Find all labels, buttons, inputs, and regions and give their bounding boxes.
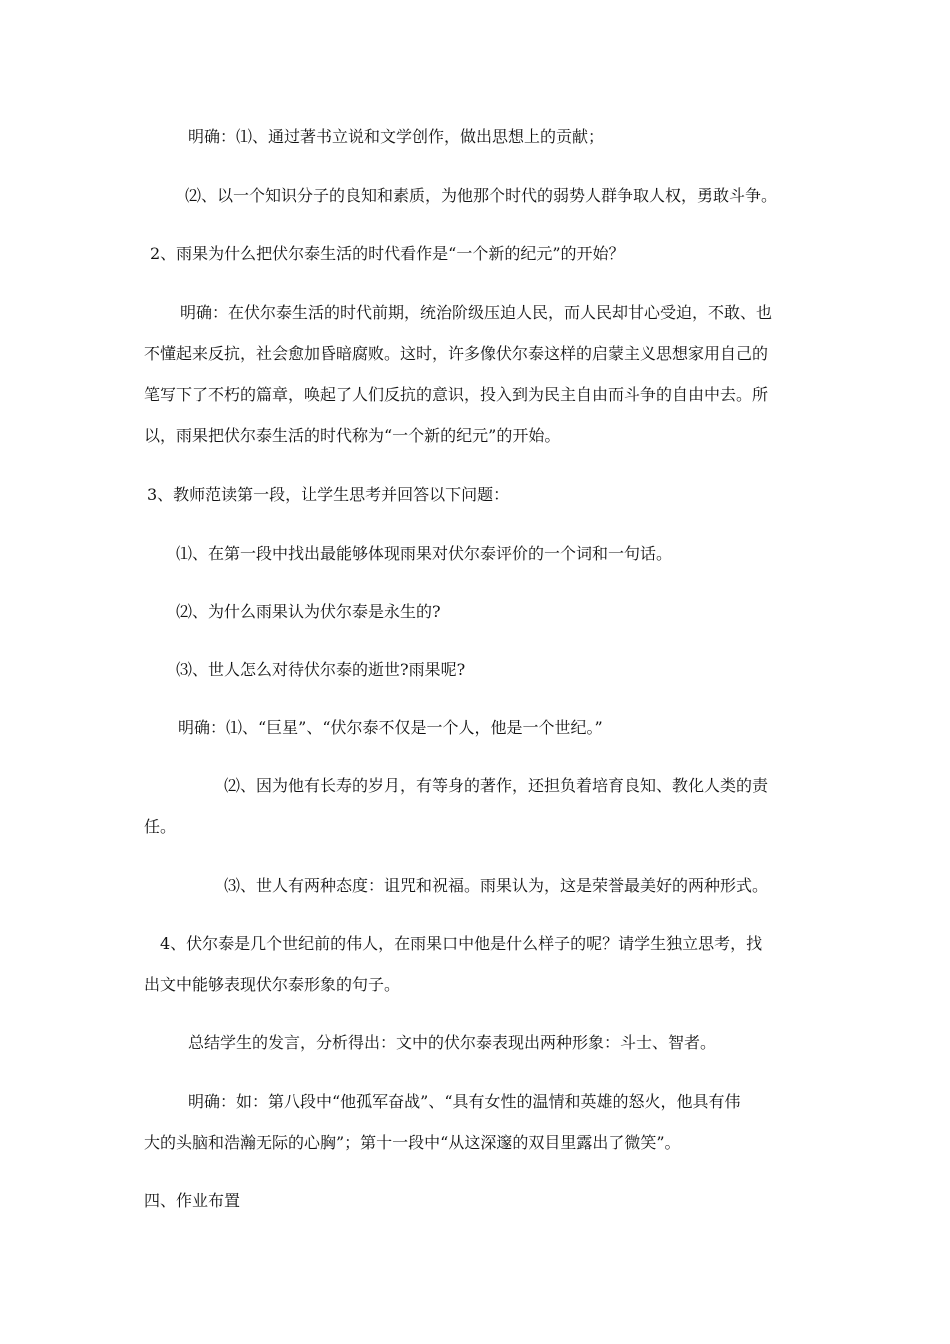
answer-1-point-2: ⑵、以一个知识分子的良知和素质，为他那个时代的弱势人群争取人权，勇敢斗争。 (185, 186, 778, 205)
summary-4: 总结学生的发言，分析得出：文中的伏尔泰表现出两种形象：斗士、智者。 (188, 1033, 717, 1052)
answer-2-line-3: 笔写下了不朽的篇章，唤起了人们反抗的意识，投入到为民主自由而斗争的自由中去。所 (144, 385, 769, 404)
answer-3-point-1: 明确：⑴、“巨星”、“伏尔泰不仅是一个人，他是一个世纪。” (178, 718, 603, 737)
section-heading-4: 四、作业布置 (144, 1191, 241, 1210)
question-3: 3、教师范读第一段，让学生思考并回答以下问题： (147, 485, 510, 504)
answer-3-point-2-line-2: 任。 (144, 817, 177, 836)
question-3-sub-1: ⑴、在第一段中找出最能够体现雨果对伏尔泰评价的一个词和一句话。 (176, 544, 673, 563)
answer-2-line-2: 不懂起来反抗，社会愈加昏暗腐败。这时，许多像伏尔泰这样的启蒙主义思想家用自己的 (144, 344, 769, 363)
question-4-line-2: 出文中能够表现伏尔泰形象的句子。 (144, 975, 401, 994)
answer-2-line-1: 明确：在伏尔泰生活的时代前期，统治阶级压迫人民，而人民却甘心受迫，不敢、也 (180, 303, 773, 322)
answer-4-line-1: 明确：如：第八段中“他孤军奋战”、“具有女性的温情和英雄的怒火，他具有伟 (188, 1092, 741, 1111)
answer-3-point-3: ⑶、世人有两种态度：诅咒和祝福。雨果认为，这是荣誉最美好的两种形式。 (224, 876, 769, 895)
question-2: 2、雨果为什么把伏尔泰生活的时代看作是“一个新的纪元”的开始？ (150, 244, 625, 263)
answer-1-point-1: 明确：⑴、通过著书立说和文学创作，做出思想上的贡献； (188, 127, 605, 146)
question-4-line-1: 4、伏尔泰是几个世纪前的伟人，在雨果口中他是什么样子的呢？请学生独立思考，找 (160, 934, 763, 953)
question-3-sub-2: ⑵、为什么雨果认为伏尔泰是永生的? (176, 602, 441, 621)
answer-4-line-2: 大的头脑和浩瀚无际的心胸”；第十一段中“从这深邃的双目里露出了微笑”。 (144, 1133, 681, 1152)
question-3-sub-3: ⑶、世人怎么对待伏尔泰的逝世?雨果呢? (176, 660, 466, 679)
answer-2-line-4: 以，雨果把伏尔泰生活的时代称为“一个新的纪元”的开始。 (144, 426, 561, 445)
answer-3-point-2-line-1: ⑵、因为他有长寿的岁月，有等身的著作，还担负着培育良知、教化人类的责 (224, 776, 769, 795)
